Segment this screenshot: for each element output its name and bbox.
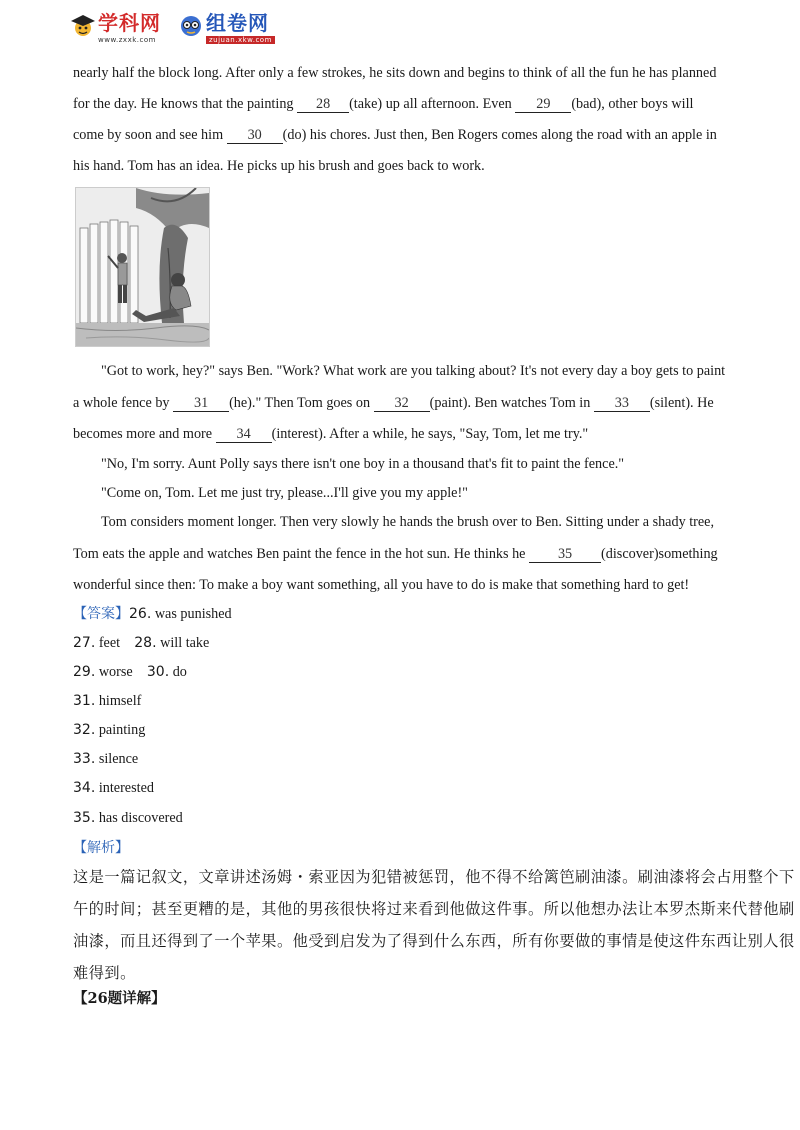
analysis-line: 午的时间；甚至更糟的是，其他的男孩很快将过来看到他做这件事。所以他想办法让本罗杰斯来代替他刷	[73, 900, 795, 918]
passage-line: wonderful since then: To make a boy want something, all you have to do is make that something hard to get!	[73, 577, 690, 593]
answer-line: 33. silence	[73, 751, 139, 767]
passage-line: a whole fence by 31 (he)." Then Tom goes on 32 (paint). Ben watches Tom in 33 (silent). He	[73, 395, 714, 411]
blank-29: 29	[515, 97, 571, 113]
blank-31: 31	[173, 396, 229, 412]
analysis-line: 难得到。	[73, 964, 136, 982]
answer-line: 29. worse 30. do	[73, 664, 187, 680]
passage-line: nearly half the block long. After only a few strokes, he sits down and begins to think of all the fun he has planned	[73, 65, 717, 81]
passage-line: becomes more and more 34 (interest). After a while, he says, "Say, Tom, let me try."	[73, 426, 589, 442]
passage-line: his hand. Tom has an idea. He picks up his brush and goes back to work.	[73, 158, 485, 174]
story-illustration	[75, 187, 210, 347]
zxxk-logo	[70, 10, 170, 48]
mascot-icon	[178, 12, 204, 38]
blank-35: 35	[529, 547, 601, 563]
logo-name: 学科网	[98, 11, 161, 35]
logo-url: zujuan.xkw.com	[206, 36, 275, 44]
detail-heading: 【26题详解】	[73, 990, 166, 1007]
analysis-line: 油漆，而且还得到了一个苹果。他受到启发为了得到什么东西，所有你要做的事情是使这件东西让别人很	[73, 932, 795, 950]
answer-line: 【答案】26. was punished	[73, 606, 232, 622]
zujuan-logo	[178, 10, 288, 48]
answer-line: 32. painting	[73, 722, 146, 738]
answer-line: 34. interested	[73, 780, 154, 796]
passage-line: for the day. He knows that the painting 28 (take) up all afternoon. Even 29 (bad), other boys will	[73, 96, 694, 112]
blank-32: 32	[374, 396, 430, 412]
answer-line: 35. has discovered	[73, 810, 183, 826]
fence-painting-illustration	[76, 188, 209, 346]
header-logos	[70, 10, 310, 48]
passage-line: "Got to work, hey?" says Ben. "Work? What work are you talking about? It's not every day a boy gets to paint	[101, 363, 726, 379]
passage-line: come by soon and see him 30 (do) his chores. Just then, Ben Rogers comes along the road with an apple in	[73, 127, 717, 143]
graduation-cap-icon	[70, 12, 96, 38]
analysis-label: 【解析】	[73, 840, 129, 856]
answer-label: 【答案】	[73, 606, 129, 622]
passage-line: Tom considers moment longer. Then very slowly he hands the brush over to Ben. Sitting under a shady tree,	[101, 514, 715, 530]
passage-line: "Come on, Tom. Let me just try, please...I'll give you my apple!"	[101, 485, 468, 501]
answer-line: 27. feet 28. will take	[73, 635, 210, 651]
answer-line: 31. himself	[73, 693, 142, 709]
passage-line: Tom eats the apple and watches Ben paint the fence in the hot sun. He thinks he 35 (discover)something	[73, 546, 718, 562]
passage-line: "No, I'm sorry. Aunt Polly says there isn't one boy in a thousand that's fit to paint the fence."	[101, 456, 625, 472]
blank-34: 34	[216, 427, 272, 443]
logo-url: www.zxxk.com	[98, 36, 156, 44]
analysis-line: 这是一篇记叙文，文章讲述汤姆・索亚因为犯错被惩罚，他不得不给篱笆刷油漆。刷油漆将会占用整个下	[73, 868, 795, 886]
blank-33: 33	[594, 396, 650, 412]
blank-28: 28	[297, 97, 349, 113]
logo-name: 组卷网	[206, 11, 269, 35]
blank-30: 30	[227, 128, 283, 144]
